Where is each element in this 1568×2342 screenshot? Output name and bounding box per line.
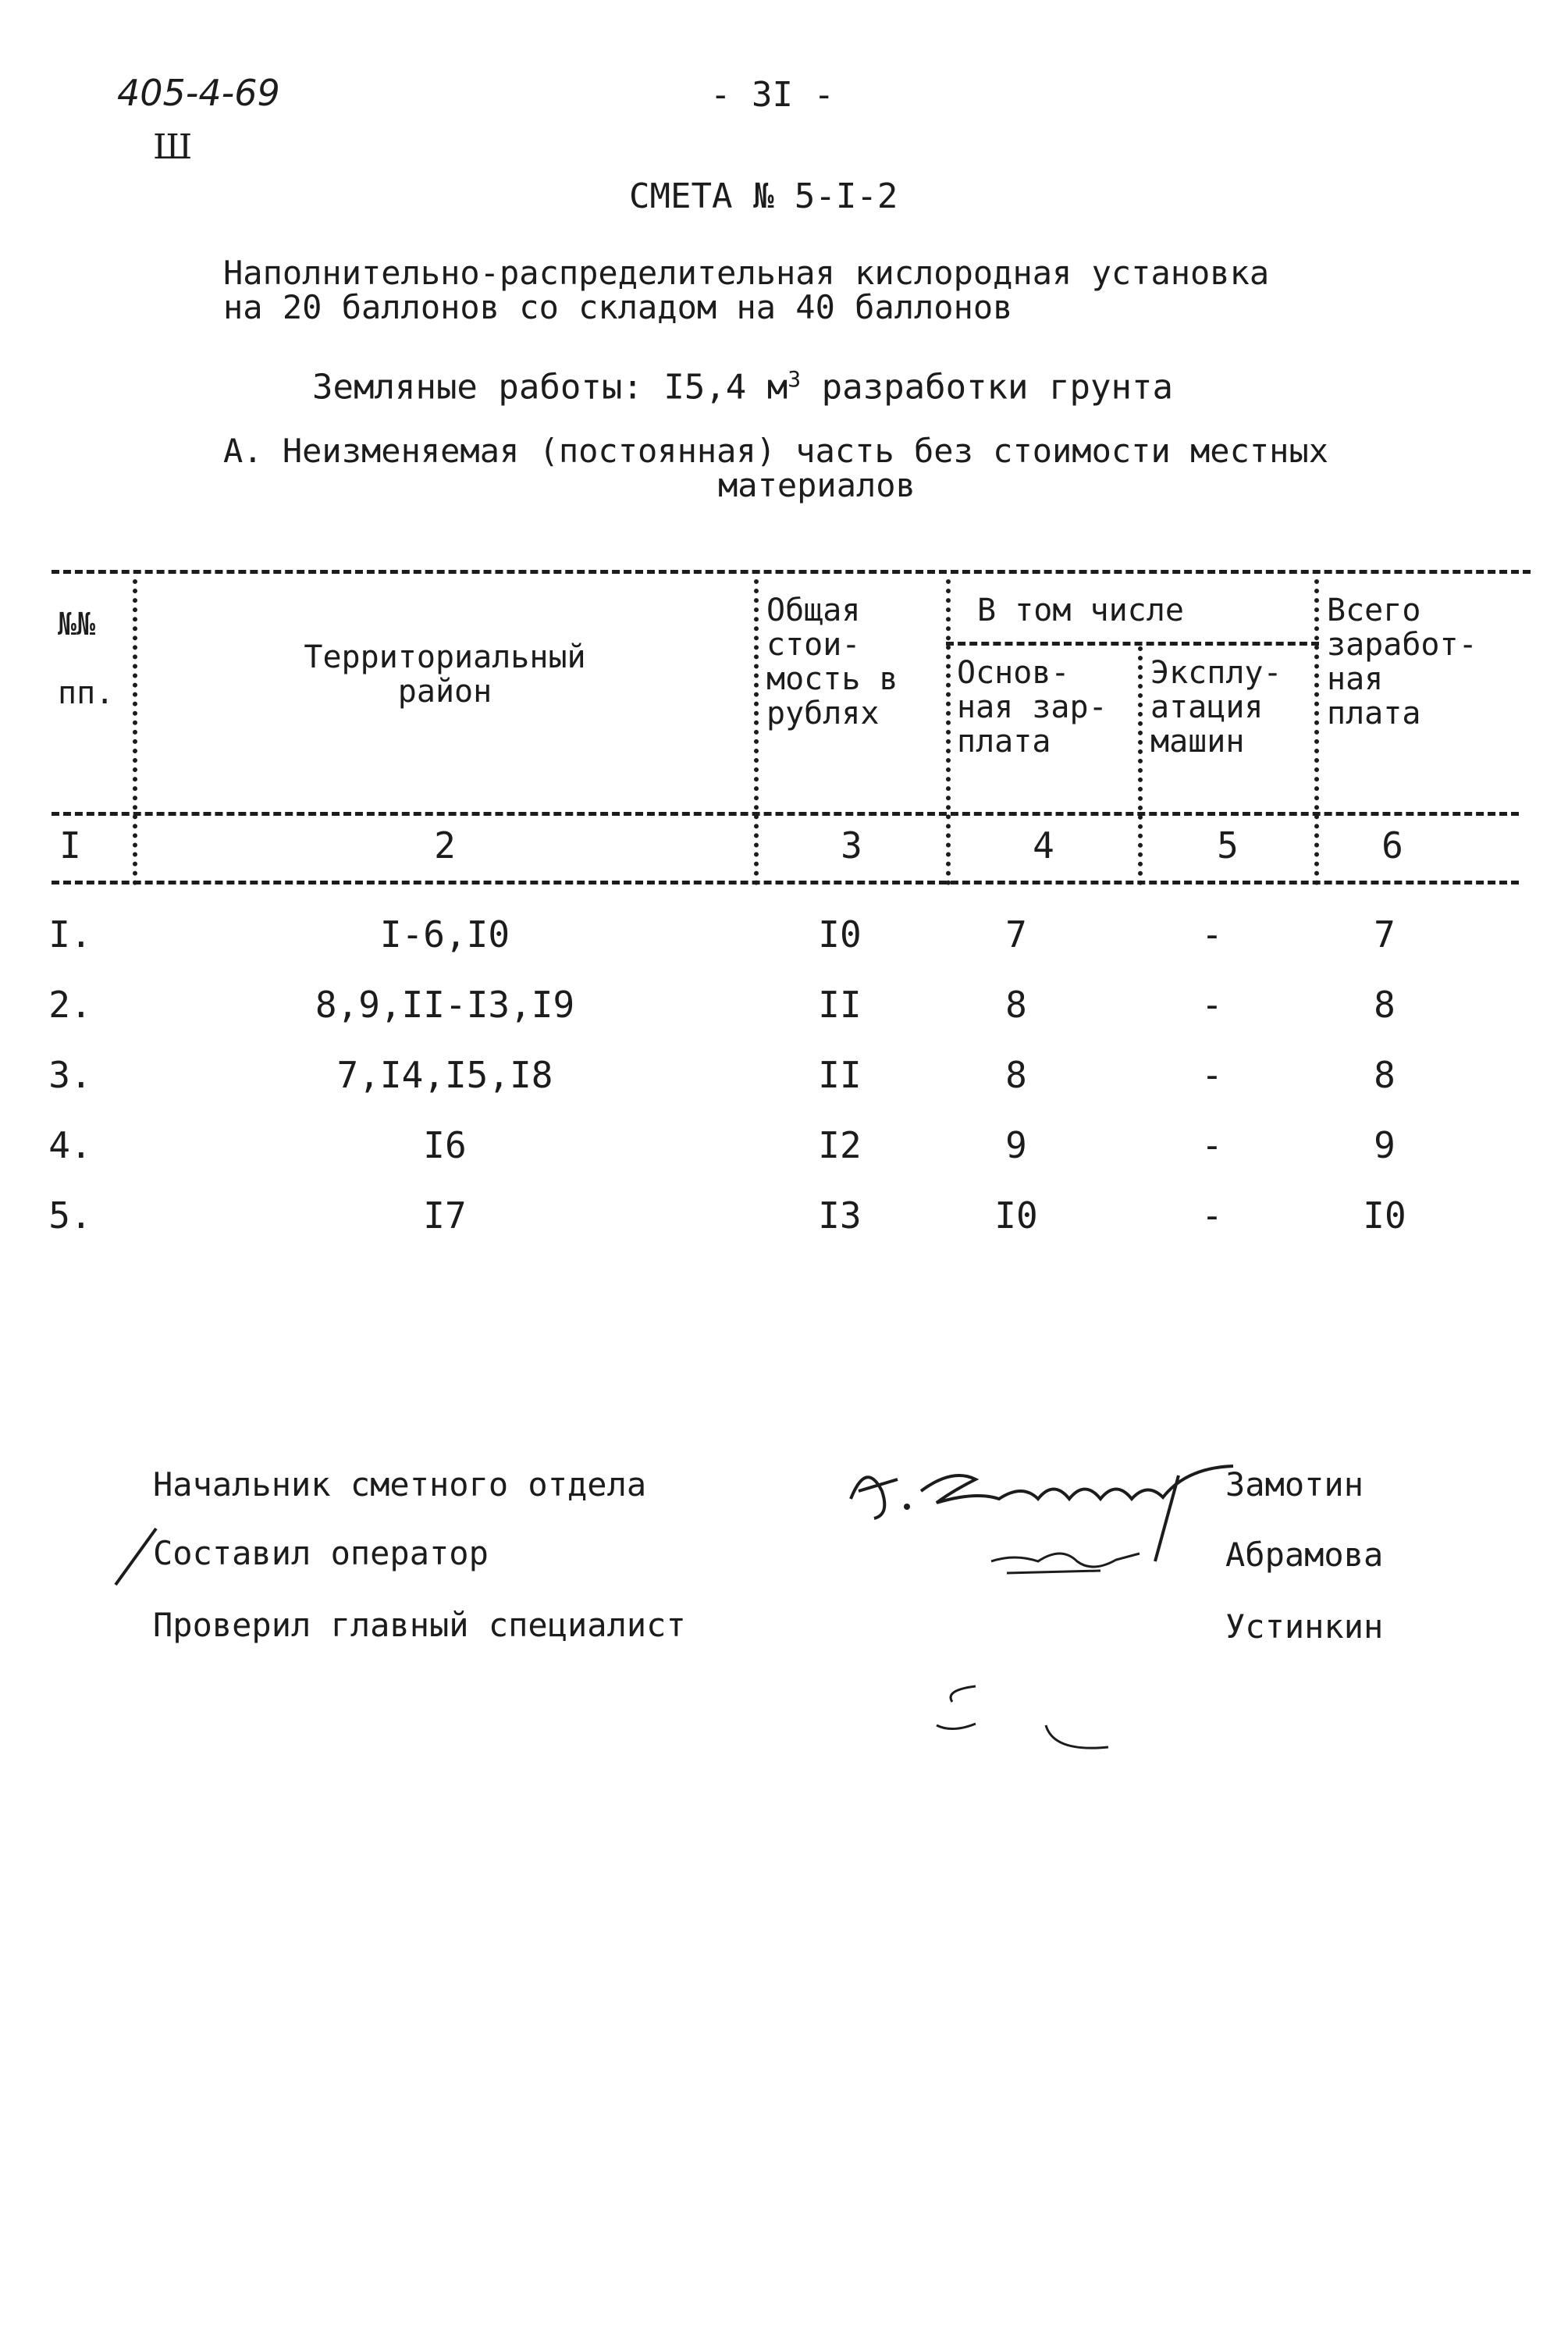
correction-mark <box>109 1522 164 1593</box>
signature-name-1: Замотин <box>1225 1465 1364 1504</box>
row-total-wage: 7 <box>1374 913 1396 956</box>
row-machine-operation: - <box>1201 1124 1223 1166</box>
volume-mark: Ш <box>153 127 193 167</box>
column-number-6: 6 <box>1381 824 1403 867</box>
row-total-cost: I0 <box>818 913 862 956</box>
row-total-cost: II <box>818 984 862 1026</box>
row-basic-wage: 8 <box>1005 984 1027 1026</box>
row-machine-operation: - <box>1201 913 1223 956</box>
row-region: I7 <box>423 1194 467 1237</box>
column-number-1: I <box>59 824 81 867</box>
header-region: Территориальный район <box>304 639 586 710</box>
row-basic-wage: I0 <box>994 1194 1038 1237</box>
row-total-wage: 8 <box>1374 1054 1396 1096</box>
row-number: 2. <box>48 984 92 1026</box>
row-machine-operation: - <box>1201 984 1223 1026</box>
header-bottom-rule <box>52 812 1519 816</box>
col-sep-4 <box>1138 646 1143 885</box>
header-total-cost: Общая стои- мость в рублях <box>766 593 898 731</box>
row-number: 5. <box>48 1194 92 1237</box>
column-number-rule <box>52 881 1519 884</box>
header-basic-wage: Основ- ная зар- плата <box>957 655 1108 760</box>
estimate-title: СМЕТА № 5-I-2 <box>629 176 898 216</box>
row-total-wage: I0 <box>1363 1194 1406 1237</box>
row-number: I. <box>48 913 92 956</box>
row-total-wage: 9 <box>1374 1124 1396 1166</box>
header-including: В том числе <box>977 593 1184 628</box>
col-sep-3 <box>946 579 951 885</box>
signature-name-2: Абрамова <box>1225 1536 1384 1574</box>
column-number-2: 2 <box>434 824 456 867</box>
col-sep-2 <box>754 579 759 885</box>
signature-abramova <box>983 1530 1155 1585</box>
table-top-rule <box>52 570 1531 574</box>
row-total-wage: 8 <box>1374 984 1396 1026</box>
earthworks-sup: 3 <box>788 366 802 392</box>
column-number-4: 4 <box>1033 824 1054 867</box>
row-machine-operation: - <box>1201 1194 1223 1237</box>
subtitle-line-1: Наполнительно-распределительная кислородная установка <box>223 254 1270 292</box>
col-sep-1 <box>133 579 137 885</box>
signature-role-1: Начальник сметного отдела <box>153 1465 647 1504</box>
header-machine-operation: Эксплу- атация машин <box>1150 655 1282 760</box>
signature-role-2: Составил оператор <box>153 1534 489 1572</box>
subtitle-line-2: на 20 баллонов со складом на 40 баллонов <box>223 288 1013 326</box>
row-basic-wage: 8 <box>1005 1054 1027 1096</box>
section-heading-line-2: материалов <box>718 466 916 504</box>
signature-role-3: Проверил главный специалист <box>153 1606 686 1644</box>
col-sep-5 <box>1314 579 1319 885</box>
signature-ustinkin <box>921 1671 1124 1772</box>
row-total-cost: I2 <box>818 1124 862 1166</box>
earthworks-line <box>312 361 1173 407</box>
row-machine-operation: - <box>1201 1054 1223 1096</box>
column-number-3: 3 <box>841 824 862 867</box>
row-basic-wage: 9 <box>1005 1124 1027 1166</box>
row-region: I-6,I0 <box>379 913 510 956</box>
header-total-wage: Всего заработ- ная плата <box>1327 593 1477 731</box>
row-number: 4. <box>48 1124 92 1166</box>
row-region: 8,9,II-I3,I9 <box>315 984 575 1026</box>
row-total-cost: I3 <box>818 1194 862 1237</box>
page-number: - 3I - <box>710 75 834 115</box>
subheader-rule <box>946 642 1319 646</box>
section-heading-line-1: А. Неизменяемая (постоянная) часть без стоимости местных <box>223 432 1329 470</box>
row-basic-wage: 7 <box>1005 913 1027 956</box>
column-number-5: 5 <box>1217 824 1239 867</box>
row-total-cost: II <box>818 1054 862 1096</box>
header-number: №№ пп. <box>58 607 115 711</box>
signature-name-3: Устинкин <box>1225 1607 1384 1646</box>
earthworks-prefix: Земляные работы: I5,4 м <box>312 367 788 408</box>
document-code: 405-4-69 <box>117 72 280 114</box>
row-region: 7,I4,I5,I8 <box>336 1054 553 1096</box>
row-region: I6 <box>423 1124 467 1166</box>
row-number: 3. <box>48 1054 92 1096</box>
earthworks-suffix: разработки грунта <box>801 367 1173 408</box>
